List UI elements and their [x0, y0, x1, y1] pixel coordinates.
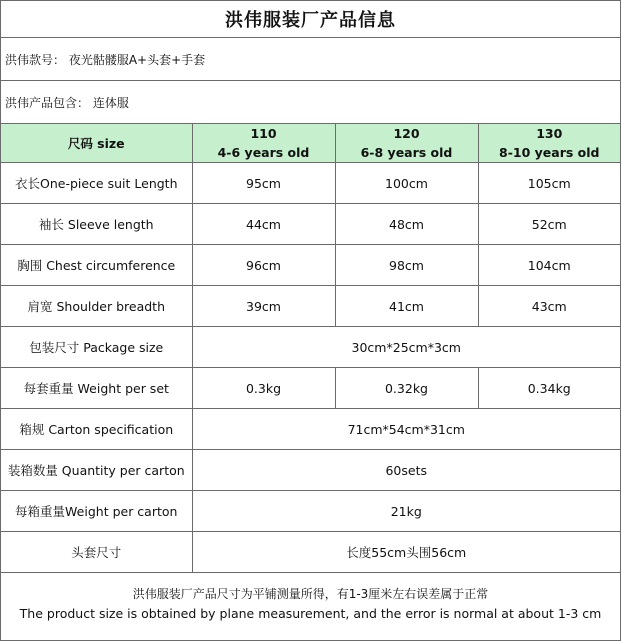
note-chinese: 洪伟服装厂产品尺寸为平铺测量所得，有1-3厘米左右误差属于正常: [132, 587, 489, 601]
note-english: The product size is obtained by plane measurement, and the error is normal at about 1-3 cm: [19, 606, 602, 621]
size-120-header: [335, 124, 478, 163]
table-row: [1, 327, 620, 368]
age-range: 6-8 years old: [360, 145, 453, 160]
table-row: [1, 368, 620, 409]
merged-cell: 30cm*25cm*3cm: [192, 327, 620, 368]
page-title: 洪伟服装厂产品信息: [1, 1, 620, 38]
table-row: [1, 450, 620, 491]
row-label: 袖长 Sleeve length: [1, 204, 192, 245]
table-row: [1, 245, 620, 286]
table-row: [1, 409, 620, 450]
package-contents-row: 洪伟产品包含： 连体服: [1, 81, 620, 124]
row-label: 箱规 Carton specification: [1, 409, 192, 450]
style-number-row: 洪伟款号： 夜光骷髅服A+头套+手套: [1, 38, 620, 81]
cell-110: 39cm: [192, 286, 335, 327]
table-row: [1, 532, 620, 573]
size-table: [1, 124, 620, 573]
merged-cell: 21kg: [192, 491, 620, 532]
cell-120: 48cm: [335, 204, 478, 245]
age-range: 8-10 years old: [499, 145, 600, 160]
size-value: 130: [536, 126, 563, 141]
row-label: 胸围 Chest circumference: [1, 245, 192, 286]
size-column-header: 尺码 size: [1, 124, 192, 163]
cell-120: 100cm: [335, 163, 478, 204]
cell-120: 41cm: [335, 286, 478, 327]
row-label: 每套重量 Weight per set: [1, 368, 192, 409]
row-label: 包装尺寸 Package size: [1, 327, 192, 368]
merged-cell: 60sets: [192, 450, 620, 491]
row-label: 肩宽 Shoulder breadth: [1, 286, 192, 327]
size-value: 110: [250, 126, 277, 141]
cell-130: 104cm: [478, 245, 620, 286]
cell-130: 43cm: [478, 286, 620, 327]
table-row: [1, 286, 620, 327]
cell-120: 0.32kg: [335, 368, 478, 409]
row-label: 装箱数量 Quantity per carton: [1, 450, 192, 491]
merged-cell: 长度55cm头围56cm: [192, 532, 620, 573]
table-row: [1, 204, 620, 245]
cell-110: 95cm: [192, 163, 335, 204]
cell-110: 96cm: [192, 245, 335, 286]
table-row: [1, 163, 620, 204]
measurement-note: [1, 573, 620, 635]
table-row: [1, 491, 620, 532]
row-label: 每箱重量Weight per carton: [1, 491, 192, 532]
size-130-header: [478, 124, 620, 163]
cell-130: 105cm: [478, 163, 620, 204]
row-label: 衣长One-piece suit Length: [1, 163, 192, 204]
cell-130: 0.34kg: [478, 368, 620, 409]
age-range: 4-6 years old: [217, 145, 310, 160]
cell-110: 0.3kg: [192, 368, 335, 409]
cell-120: 98cm: [335, 245, 478, 286]
size-value: 120: [393, 126, 420, 141]
merged-cell: 71cm*54cm*31cm: [192, 409, 620, 450]
row-label: 头套尺寸: [1, 532, 192, 573]
size-110-header: [192, 124, 335, 163]
cell-110: 44cm: [192, 204, 335, 245]
table-header-row: [1, 124, 620, 163]
cell-130: 52cm: [478, 204, 620, 245]
